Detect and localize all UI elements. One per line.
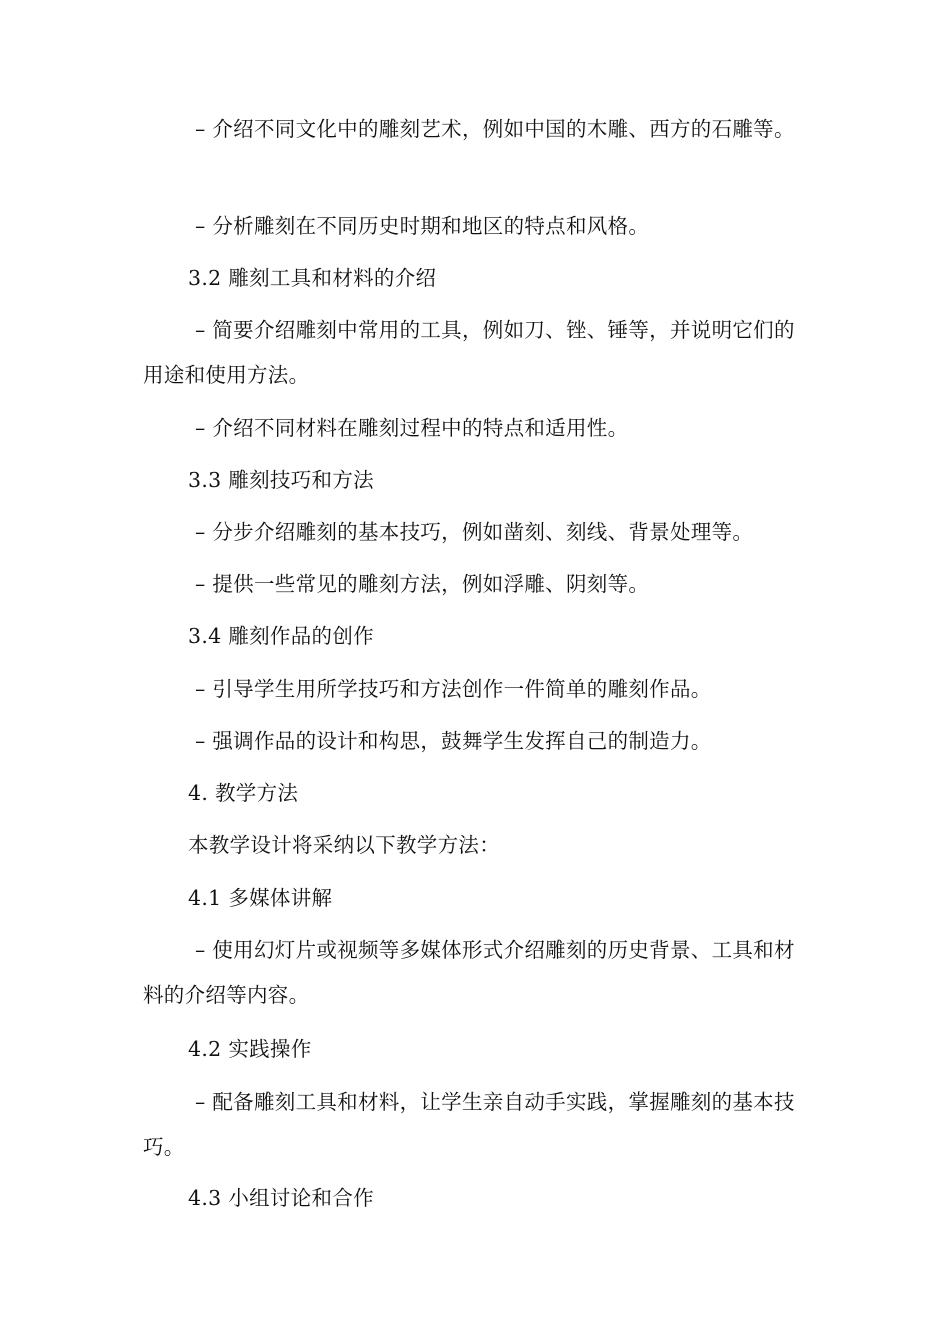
heading-3-4: 3.4 雕刻作品的创作: [188, 624, 374, 648]
heading-3-3: 3.3 雕刻技巧和方法: [188, 468, 374, 492]
heading-4-2: 4.2 实践操作: [188, 1037, 312, 1061]
paragraph-methods-intro: 本教学设计将采纳以下教学方法：: [188, 833, 500, 857]
heading-4-3: 4.3 小组讨论和合作: [188, 1186, 374, 1210]
paragraph-carving-materials: – 介绍不同材料在雕刻过程中的特点和适用性。: [195, 416, 629, 440]
paragraph-practice: – 配备雕刻工具和材料，让学生亲自动手实践，掌握雕刻的基本技巧。: [143, 1090, 795, 1159]
heading-3-2: 3.2 雕刻工具和材料的介绍: [188, 266, 437, 290]
heading-4: 4. 教学方法: [188, 781, 299, 805]
paragraph-carving-history: – 分析雕刻在不同历史时期和地区的特点和风格。: [195, 214, 650, 238]
paragraph-guide-students: – 引导学生用所学技巧和方法创作一件简单的雕刻作品。: [195, 677, 712, 701]
paragraph-multimedia: – 使用幻灯片或视频等多媒体形式介绍雕刻的历史背景、工具和材料的介绍等内容。: [143, 938, 795, 1007]
paragraph-carving-methods: – 提供一些常见的雕刻方法，例如浮雕、阴刻等。: [195, 572, 650, 596]
paragraph-design-emphasis: – 强调作品的设计和构思，鼓舞学生发挥自己的制造力。: [195, 729, 712, 753]
heading-4-1: 4.1 多媒体讲解: [188, 886, 333, 910]
paragraph-carving-tools: – 简要介绍雕刻中常用的工具，例如刀、锉、锤等，并说明它们的用途和使用方法。: [143, 318, 795, 387]
paragraph-carving-techniques: – 分步介绍雕刻的基本技巧，例如凿刻、刻线、背景处理等。: [195, 520, 754, 544]
paragraph-carving-cultures: – 介绍不同文化中的雕刻艺术，例如中国的木雕、西方的石雕等。: [195, 117, 795, 141]
